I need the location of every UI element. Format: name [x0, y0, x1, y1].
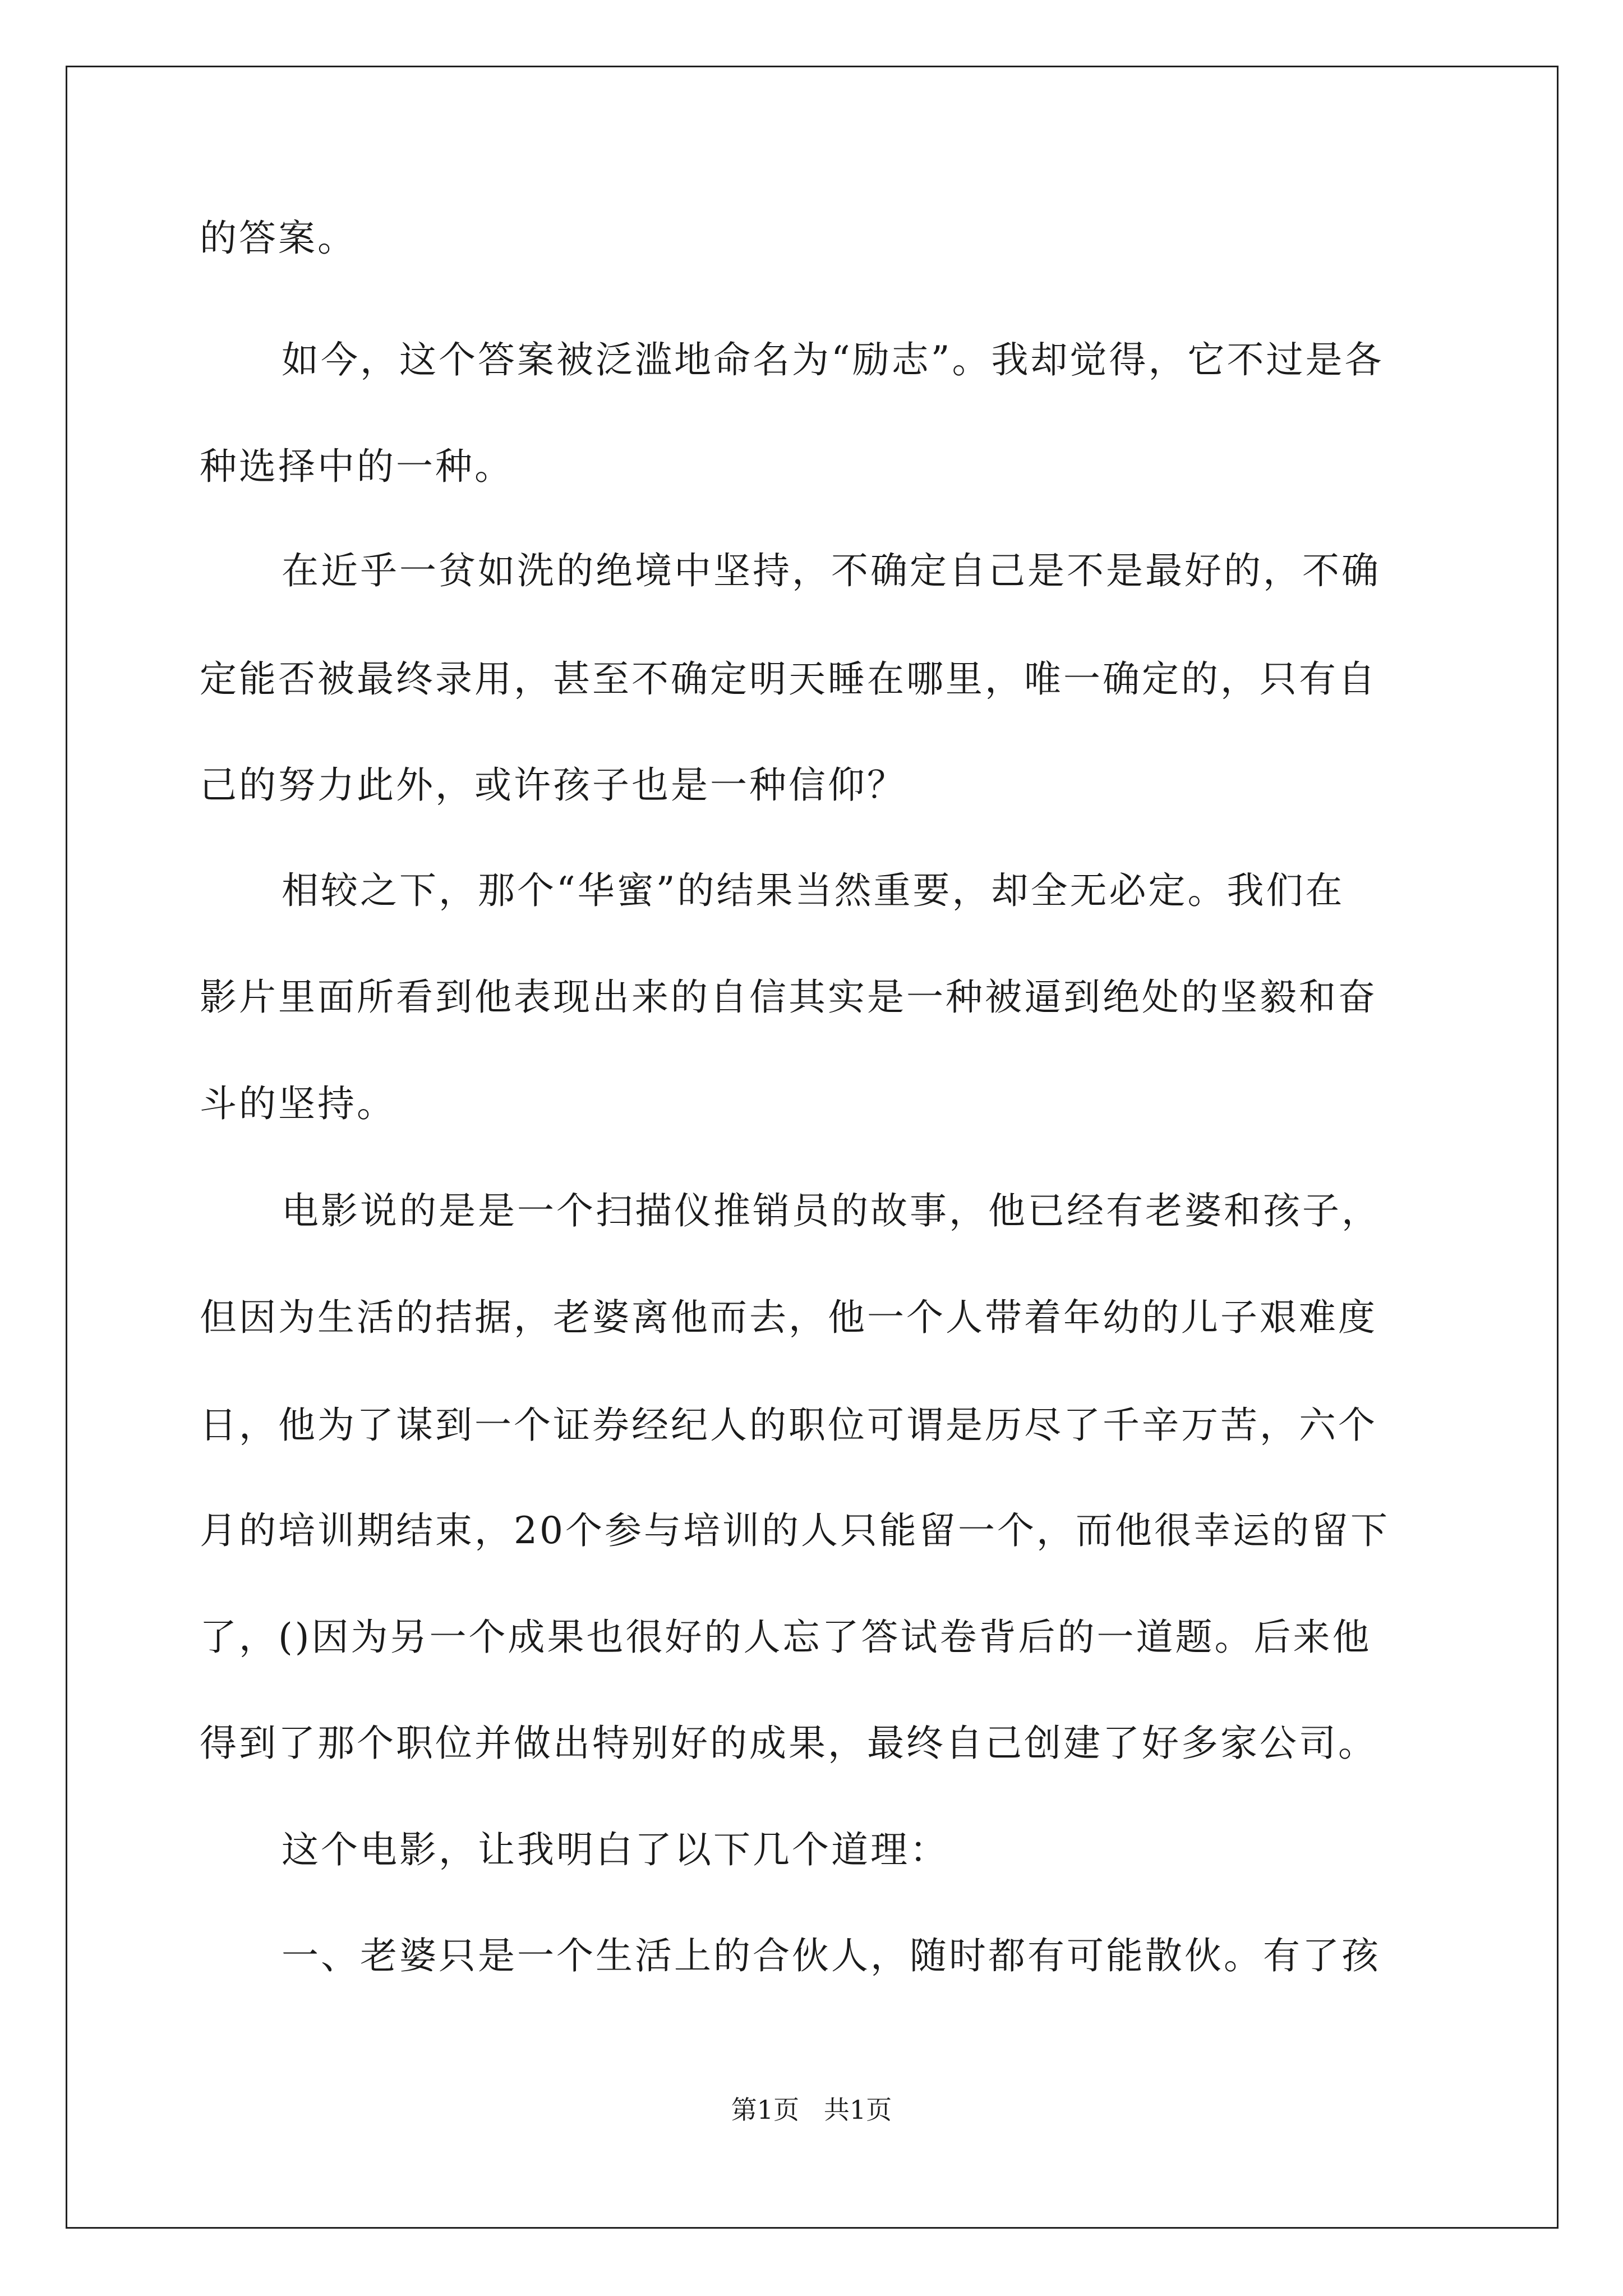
text-line: 月的培训期结束，20个参与培训的人只能留一个，而他很幸运的留下 — [200, 1509, 1390, 1552]
text-line: 但因为生活的拮据，老婆离他而去，他一个人带着年幼的儿子艰难度 — [200, 1296, 1377, 1339]
text-line: 的答案。 — [200, 217, 357, 260]
text-line: 得到了那个职位并做出特别好的成果，最终自己创建了好多家公司。 — [200, 1722, 1377, 1765]
text-line: 日，他为了谋到一个证券经纪人的职位可谓是历尽了千辛万苦，六个 — [200, 1404, 1377, 1447]
text-line: 己的努力此外，或许孩子也是一种信仰？ — [200, 763, 906, 807]
paragraph-start-line: 一、老婆只是一个生活上的合伙人，随时都有可能散伙。有了孩 — [282, 1934, 1381, 1977]
paragraph-start-line: 在近乎一贫如洗的绝境中坚持，不确定自己是不是最好的，不确 — [282, 549, 1381, 592]
text-line: 影片里面所看到他表现出来的自信其实是一种被逼到绝处的坚毅和奋 — [200, 976, 1377, 1019]
paragraph-start-line: 相较之下，那个“华蜜”的结果当然重要，却全无必定。我们在 — [282, 869, 1345, 912]
page-border — [66, 66, 1559, 2229]
text-line: 定能否被最终录用，甚至不确定明天睡在哪里，唯一确定的，只有自 — [200, 657, 1377, 701]
paragraph-start-line: 这个电影，让我明白了以下几个道理： — [282, 1828, 949, 1871]
text-line: 斗的坚持。 — [200, 1082, 396, 1125]
paragraph-start-line: 如今，这个答案被泛滥地命名为“励志”。我却觉得，它不过是各 — [282, 338, 1384, 381]
paragraph-start-line: 电影说的是是一个扫描仪推销员的故事，他已经有老婆和孩子， — [282, 1189, 1381, 1232]
text-line: 种选择中的一种。 — [200, 445, 514, 488]
page-number-footer: 第1页 共1页 — [731, 2095, 892, 2125]
text-line: 了，()因为另一个成果也很好的人忘了答试卷背后的一道题。后来他 — [200, 1616, 1372, 1659]
